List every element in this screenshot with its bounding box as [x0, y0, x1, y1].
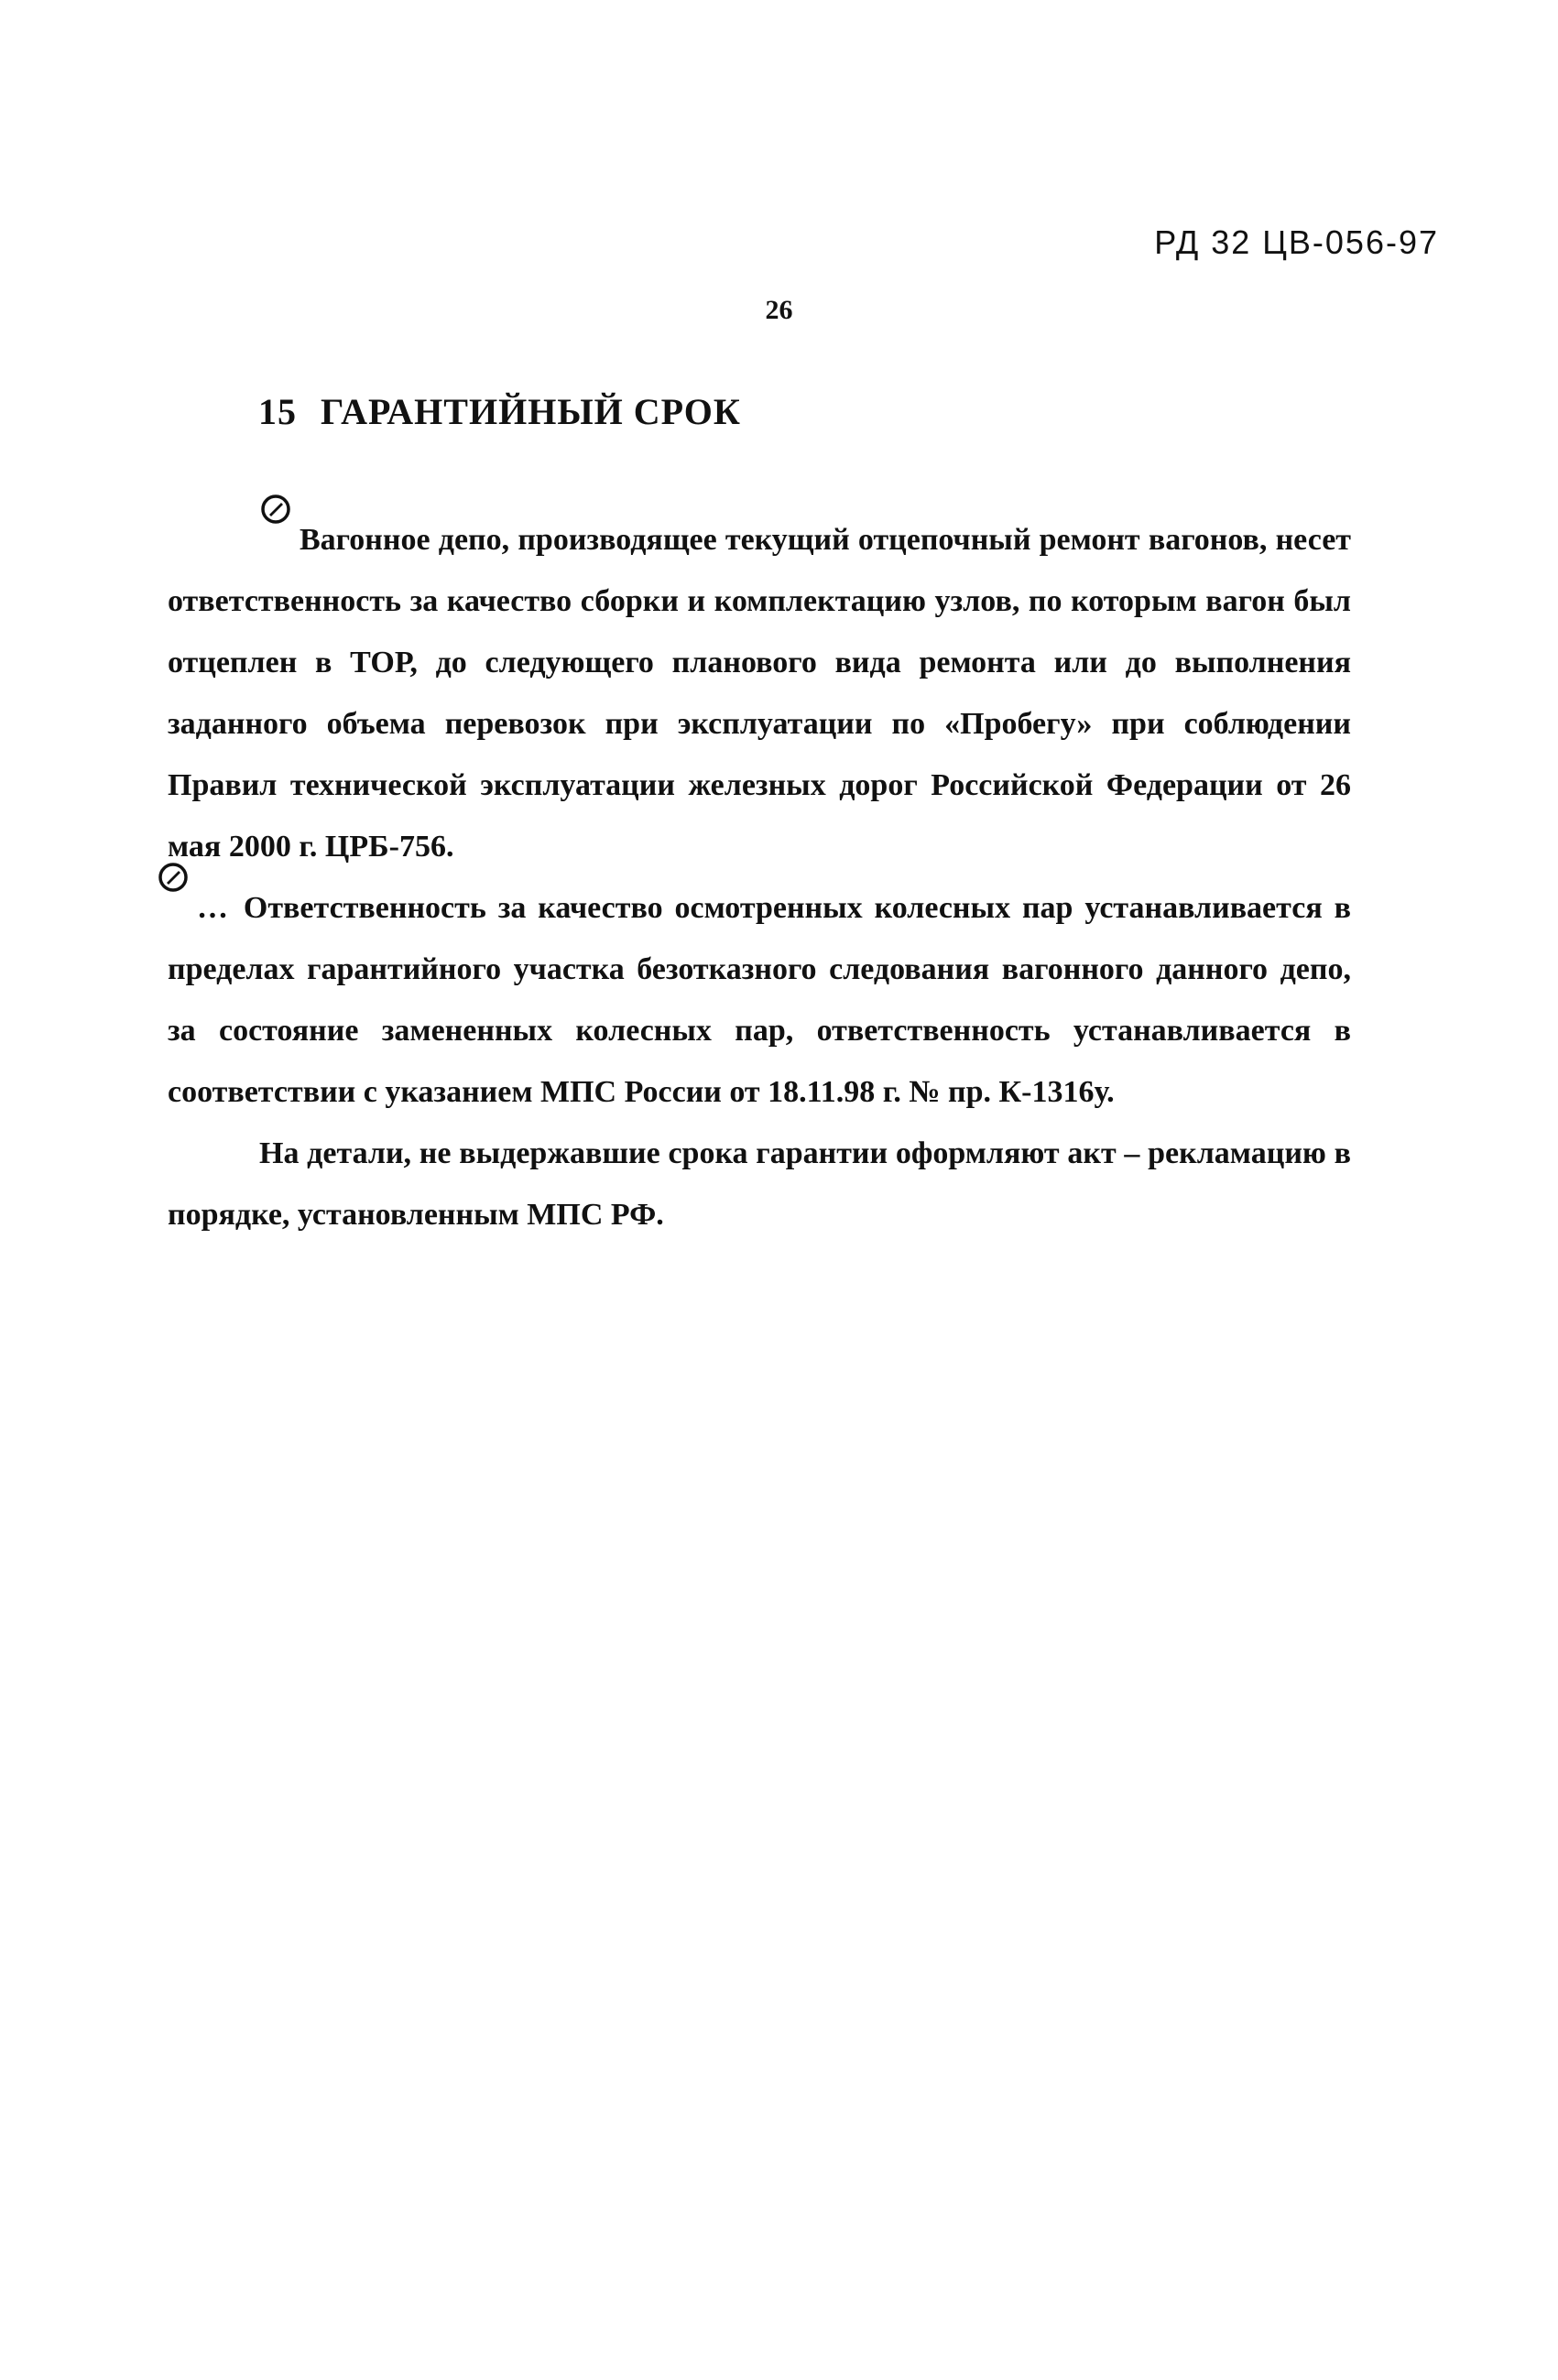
section-number: 15	[258, 391, 297, 432]
page-number: 26	[765, 295, 793, 325]
document-code: РД 32 ЦВ-056-97	[1154, 223, 1439, 261]
section-title-text: ГАРАНТИЙНЫЙ СРОК	[321, 391, 741, 432]
paragraph-3: На детали, не выдержавшие срока гарантии оформляют акт – рекламацию в порядке, установленным МПС РФ.	[168, 1136, 1351, 1232]
paragraph-2	[168, 877, 1351, 1123]
amendment-mark-icon	[157, 886, 197, 918]
paragraph-2-text: Ответственность за качество осмотренных колесных пар устанавливается в пределах гарантийного участка безотказного следования вагонного данного депо, за состояние замененных колесных пар, ответственность устанавливается в соответствии с указанием МПС России от 18.11.98 г. № пр. К-1316у.	[168, 891, 1351, 1109]
amendment-mark-icon	[259, 518, 300, 549]
paragraph-1-text: Вагонное депо, производящее текущий отцепочный ремонт вагонов, несет ответственность за качество сборки и комплектацию узлов, по которым вагон был отцеплен в ТОР, до следующего планового вида ремонта или до выполнения заданного объема перевозок при эксплуатации по «Пробегу» при соблюдении Правил технической эксплуатации железных дорог Российской Федерации от 26 мая 2000 г. ЦРБ-756.	[168, 523, 1351, 864]
paragraph-1	[168, 509, 1351, 877]
section-body	[168, 509, 1351, 1245]
paragraph-2-prefix: …	[197, 891, 232, 925]
section-title	[258, 390, 741, 433]
